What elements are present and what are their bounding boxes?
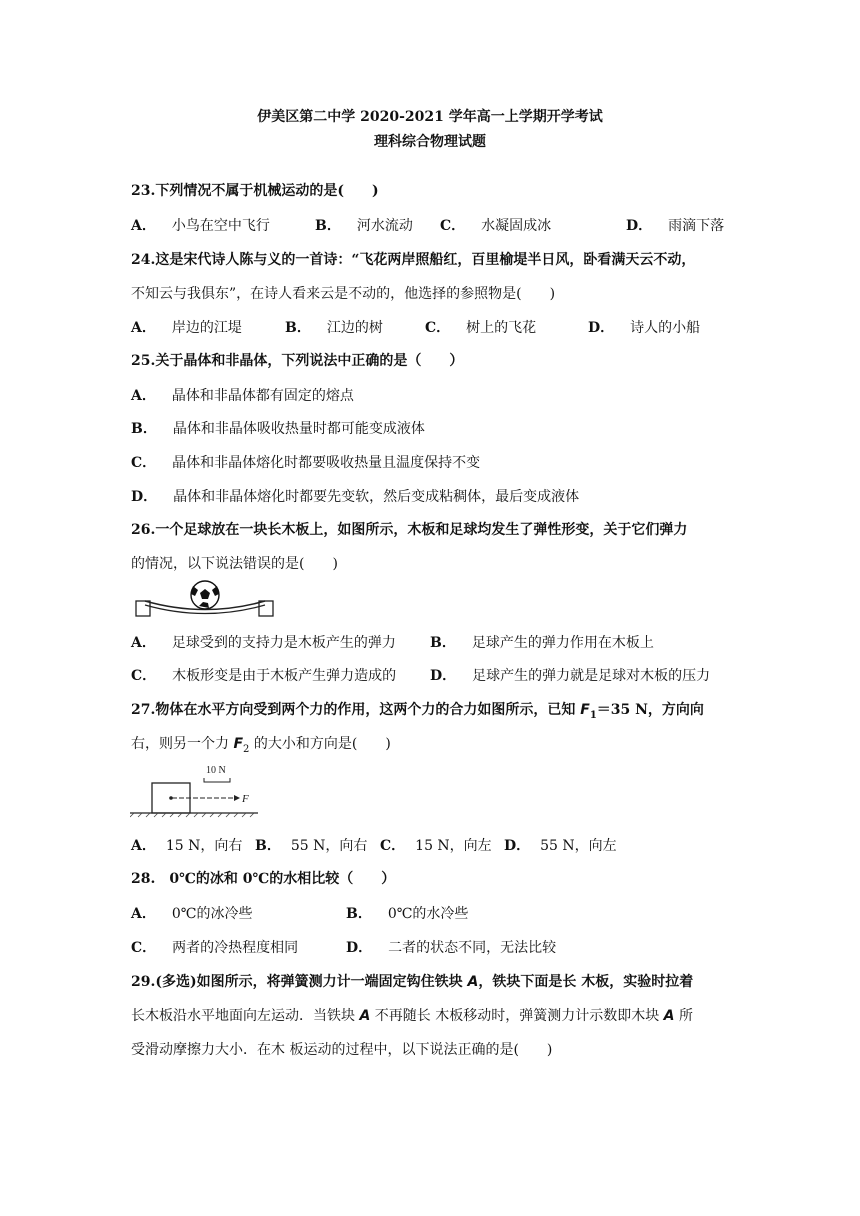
scale-label: 10 N — [206, 765, 226, 776]
q28-option-c: C． 两者的冷热程度相同 — [131, 940, 299, 956]
left-support-block — [136, 601, 150, 616]
q29-stem-line2: 长木板沿水平地面向左运动．当铁块 A 不再随长 木板移动时，弹簧测力计示数即木块 A 所 — [131, 1008, 693, 1024]
q23-option-c: C． 水凝固成冰 — [440, 218, 552, 234]
q24-option-d: D． 诗人的小船 — [588, 320, 701, 336]
q26-stem-line2: 的情况，以下说法错误的是( ) — [131, 556, 338, 572]
q25-option-b: B． 晶体和非晶体吸收热量时都可能变成液体 — [131, 421, 425, 437]
q24-stem-line1: 24.这是宋代诗人陈与义的一首诗：“飞花两岸照船红，百里榆堤半日风，卧看满天云不动， — [131, 252, 696, 268]
force-diagram-figure — [130, 762, 270, 818]
exam-title: 伊美区第二中学 2020-2021 学年高一上学期开学考试 — [257, 109, 603, 125]
q25-stem: 25.关于晶体和非晶体，下列说法中正确的是（ ） — [131, 353, 464, 369]
q27-option-b: B． 55 N，向右 — [255, 838, 368, 854]
q24-option-c: C． 树上的飞花 — [425, 320, 537, 336]
q28-option-a: A． 0℃的冰冷些 — [131, 906, 253, 922]
exam-subtitle: 理科综合物理试题 — [374, 134, 486, 150]
q24-option-b: B． 江边的树 — [285, 320, 383, 336]
q25-option-a: A． 晶体和非晶体都有固定的熔点 — [131, 388, 354, 404]
q23-option-b: B． 河水流动 — [315, 218, 413, 234]
q25-option-c: C． 晶体和非晶体熔化时都要吸收热量且温度保持不变 — [131, 455, 481, 471]
q28-option-d: D． 二者的状态不同，无法比较 — [346, 940, 557, 956]
football-icon — [191, 581, 219, 609]
q27-option-d: D． 55 N，向左 — [504, 838, 617, 854]
q28-stem: 28. 0℃的冰和 0℃的水相比较（ ） — [131, 871, 396, 887]
force-label: F — [242, 793, 249, 805]
q23-stem: 23.下列情况不属于机械运动的是( ) — [131, 183, 379, 199]
q23-option-d: D． 雨滴下落 — [626, 218, 725, 234]
q26-stem-line1: 26.一个足球放在一块长木板上，如图所示，木板和足球均发生了弹性形变，关于它们弹力 — [131, 522, 688, 538]
q24-stem-line2: 不知云与我俱东”，在诗人看来云是不动的，他选择的参照物是( ) — [131, 286, 556, 302]
q29-stem-line1: 29.(多选)如图所示，将弹簧测力计一端固定钩住铁块 A，铁块下面是长 木板，实验时拉着 — [131, 974, 694, 990]
q26-option-b: B． 足球产生的弹力作用在木板上 — [430, 635, 654, 651]
football-on-board-figure — [133, 578, 278, 620]
q26-option-d: D． 足球产生的弹力就是足球对木板的压力 — [430, 668, 711, 684]
q24-option-a: A． 岸边的江堤 — [131, 320, 242, 336]
force-arrow-icon — [234, 795, 240, 801]
q25-option-d: D． 晶体和非晶体熔化时都要先变软，然后变成粘稠体，最后变成液体 — [131, 489, 580, 505]
q26-option-c: C． 木板形变是由于木板产生弹力造成的 — [131, 668, 397, 684]
q27-option-a: A． 15 N，向右 — [131, 838, 243, 854]
q23-option-a: A． 小鸟在空中飞行 — [131, 218, 270, 234]
q28-option-b: B． 0℃的水冷些 — [346, 906, 469, 922]
right-support-block — [259, 601, 273, 616]
q27-stem-line2: 右，则另一个力 $F_2$ 的大小和方向是( ) — [131, 736, 391, 755]
scale-bar — [204, 778, 230, 782]
q29-stem-line3: 受滑动摩擦力大小．在木 板运动的过程中，以下说法正确的是( ) — [131, 1042, 553, 1058]
q26-option-a: A． 足球受到的支持力是木板产生的弹力 — [131, 635, 396, 651]
q27-stem-line1: 27.物体在水平方向受到两个力的作用，这两个力的合力如图所示，已知 $F_1=35$ N，方向向 — [131, 702, 704, 721]
q27-option-c: C． 15 N，向左 — [380, 838, 492, 854]
